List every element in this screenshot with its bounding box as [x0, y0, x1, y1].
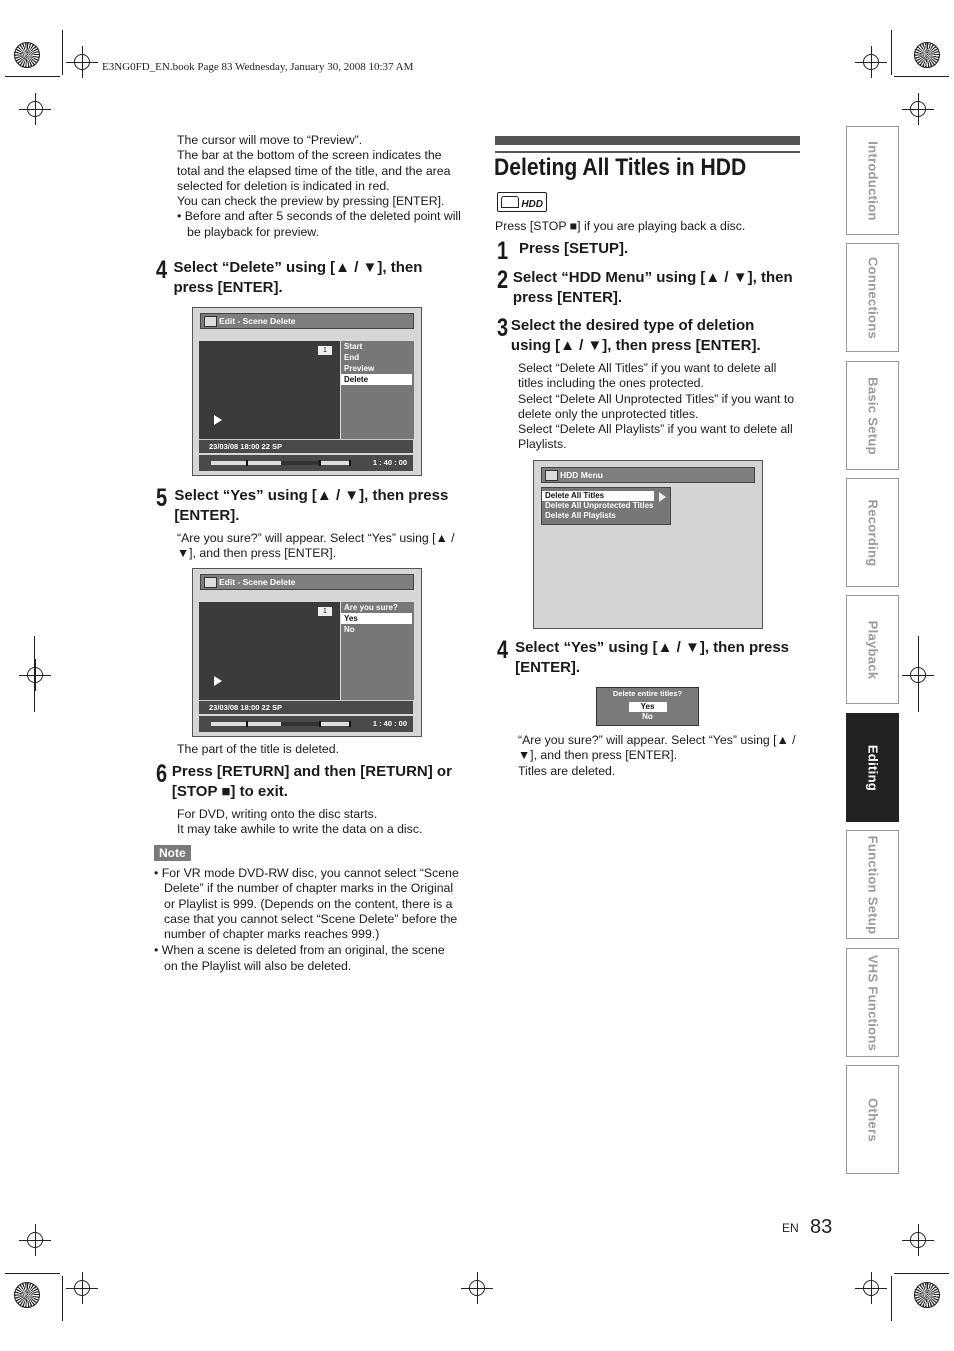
progress-bar: [199, 455, 413, 471]
menu-item-end[interactable]: End: [344, 353, 360, 362]
confirm-menu: [340, 602, 414, 700]
side-tab-others[interactable]: [846, 1065, 899, 1174]
step-3-right: [497, 316, 797, 355]
registration-cross: [27, 667, 43, 683]
desc-line: Select “Delete All Playlists” if you want to delete all Playlists.: [518, 422, 793, 452]
registration-sunburst-bl: [14, 1282, 40, 1308]
side-tab-vhs-functions[interactable]: [846, 948, 899, 1057]
screen-title: Edit - Scene Delete: [200, 313, 414, 329]
info-bar: 23/03/08 18:00 22 SP: [199, 439, 413, 453]
marker: [349, 721, 351, 727]
section-rule-thin: [495, 151, 800, 153]
info-bar: 23/03/08 18:00 22 SP: [199, 700, 413, 714]
section-rule: [495, 136, 800, 145]
step-2-right: [497, 268, 797, 307]
registration-cross: [469, 1280, 485, 1296]
menu-item-delete-unprotected[interactable]: Delete All Unprotected Titles: [545, 501, 654, 510]
confirm-no[interactable]: No: [642, 712, 653, 721]
tab-label: Function Setup: [865, 835, 880, 934]
time-display: 1 : 40 : 00: [372, 458, 407, 467]
menu-item-delete-playlists[interactable]: Delete All Playlists: [545, 511, 616, 520]
step-5-desc: “Are you sure?” will appear. Select “Yes” using [▲ / ▼], and then press [ENTER].: [177, 531, 455, 561]
tab-label: Basic Setup: [865, 376, 880, 455]
step-4-left: [156, 258, 461, 297]
marker: [319, 460, 321, 466]
hdd-icon: [497, 192, 547, 212]
step-3-desc: [518, 361, 798, 453]
desc-line: Titles are deleted.: [518, 763, 616, 778]
step-text: Select “Yes” using [▲ / ▼], then press [ENTER].: [174, 487, 449, 524]
step-4-right: [497, 638, 797, 677]
desc-line: “Are you sure?” will appear. Select “Yes” using [▲ / ▼], and then press [ENTER].: [518, 733, 796, 763]
step-number: 4: [156, 256, 168, 284]
step-5-left: [156, 486, 461, 525]
hdd-disk-shape: [501, 196, 519, 208]
screen-title: HDD Menu: [541, 467, 755, 483]
side-tab-editing[interactable]: [846, 713, 899, 822]
intro-line: The cursor will move to “Preview”.: [177, 133, 363, 147]
step-text: Press [RETURN] and then [RETURN] or [STOP ■] to exit.: [171, 763, 452, 800]
note-label: Note: [154, 845, 191, 861]
crop-line: [894, 1273, 949, 1274]
press-stop-text: Press [STOP ■] if you are playing back a disc.: [495, 219, 746, 233]
time-display: 1 : 40 : 00: [372, 719, 407, 728]
hdd-badge: HDD: [521, 199, 543, 210]
tab-label: Playback: [865, 620, 880, 679]
crop-line: [62, 1276, 63, 1321]
step-number: 3: [497, 314, 509, 342]
play-icon: [214, 415, 222, 425]
menu-item-no[interactable]: No: [344, 625, 355, 634]
registration-cross: [863, 54, 879, 70]
crop-line: [894, 76, 949, 77]
menu-item-start[interactable]: Start: [344, 342, 363, 351]
hdd-menu-list: [541, 487, 671, 525]
registration-sunburst-tl: [14, 42, 40, 68]
marker: [349, 460, 351, 466]
registration-cross: [74, 1280, 90, 1296]
marker: [319, 721, 321, 727]
step-6-left: [156, 762, 461, 801]
scene-delete-menu: [340, 341, 414, 439]
footer-lang: EN: [782, 1221, 799, 1235]
side-tab-playback[interactable]: [846, 595, 899, 704]
step-number: 2: [497, 266, 509, 294]
side-tab-connections[interactable]: [846, 243, 899, 352]
desc-line: Select “Delete All Titles” if you want to delete all titles including the ones protected.: [518, 361, 777, 391]
video-preview: [199, 341, 340, 439]
intro-text: [177, 133, 462, 240]
menu-item-delete[interactable]: Delete: [341, 374, 412, 385]
progress-bar: [199, 716, 413, 732]
registration-cross: [74, 54, 90, 70]
step-text: Select “HDD Menu” using [▲ / ▼], then press [ENTER].: [512, 269, 793, 306]
play-icon: [214, 676, 222, 686]
step-6-desc: [177, 807, 462, 838]
tab-label: Introduction: [865, 140, 880, 221]
step-text: Press [SETUP].: [519, 240, 629, 257]
step-number: 5: [156, 484, 168, 512]
screen-title: Edit - Scene Delete: [200, 574, 414, 590]
step-number: 6: [156, 760, 168, 788]
step-1-right: [497, 239, 797, 263]
confirm-question: Delete entire titles?: [612, 689, 683, 698]
print-header: E3NG0FD_EN.book Page 83 Wednesday, January 30, 2008 10:37 AM: [102, 61, 414, 73]
crop-line: [5, 1273, 60, 1274]
registration-cross: [910, 101, 926, 117]
note-item: • For VR mode DVD-RW disc, you cannot select “Scene Delete” if the number of chapter marks in the Original or Playlist is 999. (Depends on the content, there is a case that you cannot select “Scene Delete” before the number of chapter marks reaches 999.): [154, 866, 459, 942]
confirm-yes[interactable]: Yes: [629, 702, 667, 712]
registration-cross: [910, 1232, 926, 1248]
progress-track: [211, 722, 351, 726]
menu-item-preview[interactable]: Preview: [344, 364, 375, 373]
intro-line: You can check the preview by pressing [ENTER].: [177, 194, 445, 209]
tab-label: Connections: [865, 256, 880, 339]
marker: [246, 460, 248, 466]
after-confirm-text: [518, 733, 798, 779]
menu-item-delete-all-titles[interactable]: Delete All Titles: [542, 491, 654, 501]
registration-sunburst-br: [914, 1282, 940, 1308]
deleted-area: [281, 461, 319, 465]
scene-delete-screen-1: [192, 307, 422, 476]
section-title: Deleting All Titles in HDD: [494, 154, 747, 181]
after-screen-2: The part of the title is deleted.: [177, 742, 340, 756]
tab-label: VHS Functions: [865, 954, 880, 1051]
deleted-area: [281, 722, 319, 726]
intro-bullet: • Before and after 5 seconds of the deleted point will be playback for preview.: [177, 209, 461, 239]
marker: [246, 721, 248, 727]
step-text: Select “Delete” using [▲ / ▼], then press [ENTER].: [173, 259, 423, 296]
hdd-menu-screen: [533, 460, 763, 629]
chapter-badge: 1: [318, 346, 332, 355]
side-tab-introduction[interactable]: [846, 126, 899, 235]
arrow-right-icon: [659, 492, 666, 502]
side-tab-basic-setup[interactable]: [846, 361, 899, 470]
progress-track: [211, 461, 351, 465]
tab-label: Recording: [865, 499, 880, 566]
registration-cross: [27, 1232, 43, 1248]
desc-line: Select “Delete All Unprotected Titles” if you want to delete only the unprotected titles.: [518, 391, 795, 421]
registration-cross: [863, 1280, 879, 1296]
step-text: Select “Yes” using [▲ / ▼], then press [ENTER].: [515, 639, 790, 676]
note-item: • When a scene is deleted from an original, the scene on the Playlist will also be deleted.: [154, 943, 445, 973]
intro-line: The bar at the bottom of the screen indicates the total and the elapsed time of the title, and the area selected for deletion is indicated in red.: [177, 148, 451, 193]
tab-label: Editing: [865, 744, 880, 791]
desc-line: For DVD, writing onto the disc starts.: [177, 807, 378, 821]
scene-delete-screen-2: [192, 568, 422, 737]
side-tab-recording[interactable]: [846, 478, 899, 587]
crop-line: [5, 76, 60, 77]
crop-line: [891, 30, 892, 75]
page-number: 83: [810, 1216, 833, 1238]
crop-line: [34, 636, 35, 712]
step-number: 4: [497, 636, 509, 664]
crop-line: [62, 30, 63, 75]
registration-sunburst-tr: [914, 42, 940, 68]
confirm-question: Are you sure?: [344, 603, 398, 612]
side-tab-function-setup[interactable]: [846, 830, 899, 939]
step-number: 1: [497, 237, 509, 265]
crop-line: [891, 1276, 892, 1321]
step-text: Select the desired type of deletion using [▲ / ▼], then press [ENTER].: [510, 317, 761, 354]
menu-item-yes[interactable]: Yes: [341, 613, 412, 624]
tab-label: Others: [865, 1097, 880, 1142]
desc-line: It may take awhile to write the data on a disc.: [177, 822, 423, 837]
crop-line: [918, 636, 919, 712]
confirm-dialog: [596, 687, 699, 726]
note-section: [154, 844, 460, 974]
chapter-badge: 1: [318, 607, 332, 616]
video-preview: [199, 602, 340, 700]
registration-cross: [27, 101, 43, 117]
